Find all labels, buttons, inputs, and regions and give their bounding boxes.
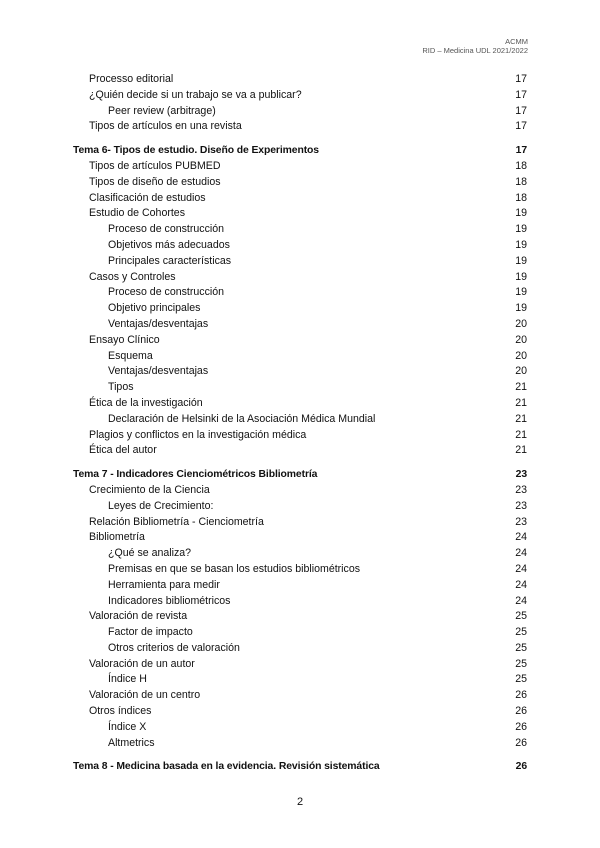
toc-entry[interactable] (73, 672, 527, 688)
toc-entry[interactable] (73, 443, 527, 459)
toc-entry[interactable] (73, 364, 527, 380)
toc-page: 19 (515, 286, 527, 299)
page-number: 2 (296, 796, 304, 808)
toc-entry[interactable] (73, 175, 527, 191)
toc-entry[interactable] (73, 333, 527, 349)
toc-page: 20 (515, 365, 527, 378)
toc-page: 23 (515, 483, 527, 496)
toc-title: Valoración de un centro (89, 689, 201, 702)
toc-title: ¿Quién decide si un trabajo se va a publicar? (89, 88, 302, 101)
toc-chapter-title: Tema 8 - Medicina basada en la evidencia. Revisión sistemática (73, 761, 380, 773)
toc-page: 21 (515, 412, 527, 425)
toc-title: Processo editorial (89, 73, 174, 85)
toc-entry[interactable] (73, 206, 527, 222)
toc-title: Ensayo Clínico (89, 333, 160, 346)
toc-title: Objetivo principales (108, 302, 201, 315)
toc-entry[interactable] (73, 657, 527, 673)
toc-page: 24 (515, 562, 527, 575)
toc-chapter-title: Tema 7 - Indicadores Cienciométricos Bibliometría (73, 469, 318, 481)
toc-entry[interactable] (73, 380, 527, 396)
toc-page: 17 (515, 145, 527, 157)
toc-page: 18 (515, 175, 527, 188)
toc-chapter[interactable] (73, 143, 527, 159)
toc-page: 17 (515, 104, 527, 117)
table-of-contents (73, 72, 527, 775)
toc-entry[interactable] (73, 594, 527, 610)
toc-entry[interactable] (73, 222, 527, 238)
toc-title: Premisas en que se basan los estudios bibliométricos (108, 562, 361, 575)
toc-page: 17 (515, 73, 527, 85)
toc-title: Ventajas/desventajas (108, 317, 209, 330)
toc-chapter[interactable] (73, 467, 527, 483)
toc-title: Plagios y conflictos en la investigación médica (89, 428, 307, 441)
toc-entry[interactable] (73, 530, 527, 546)
toc-entry[interactable] (73, 720, 527, 736)
toc-page: 19 (515, 223, 527, 236)
toc-page: 19 (515, 238, 527, 251)
toc-title: Valoración de revista (89, 610, 188, 623)
toc-page: 18 (515, 159, 527, 172)
toc-page: 25 (515, 626, 527, 639)
header-line-1: ACMM (505, 37, 528, 46)
toc-page: 20 (515, 333, 527, 346)
toc-entry[interactable] (73, 88, 527, 104)
toc-title: Objetivos más adecuados (108, 238, 230, 251)
toc-page: 25 (515, 641, 527, 654)
toc-title: ¿Qué se analiza? (108, 547, 192, 560)
toc-entry[interactable] (73, 238, 527, 254)
toc-entry[interactable] (73, 736, 527, 752)
toc-page: 19 (515, 270, 527, 283)
toc-title: Ventajas/desventajas (108, 365, 209, 378)
toc-title: Estudio de Cohortes (89, 207, 185, 220)
toc-page: 19 (515, 302, 527, 315)
toc-entry[interactable] (73, 625, 527, 641)
toc-page: 25 (515, 673, 527, 686)
toc-entry[interactable] (73, 515, 527, 531)
toc-entry[interactable] (73, 254, 527, 270)
header-line-2: RID – Medicina UDL 2021/2022 (422, 46, 528, 55)
toc-entry[interactable] (73, 578, 527, 594)
toc-title: Índice X (108, 720, 147, 733)
toc-page: 18 (515, 191, 527, 204)
toc-title: Principales características (108, 254, 232, 267)
toc-entry[interactable] (73, 191, 527, 207)
toc-title: Bibliometría (89, 531, 145, 544)
toc-title: Otros criterios de valoración (108, 641, 240, 654)
toc-entry[interactable] (73, 704, 527, 720)
toc-page: 21 (515, 428, 527, 441)
toc-entry[interactable] (73, 609, 527, 625)
toc-page: 26 (515, 761, 527, 773)
toc-title: Ética de la investigación (89, 396, 203, 409)
toc-title: Factor de impacto (108, 626, 193, 639)
toc-page: 26 (515, 705, 527, 718)
toc-title: Leyes de Crecimiento: (108, 499, 214, 512)
toc-title: Herramienta para medir (108, 578, 220, 591)
toc-title: Índice H (108, 673, 147, 686)
toc-title: Indicadores bibliométricos (108, 594, 231, 607)
toc-title: Relación Bibliometría - Cienciometría (89, 515, 264, 528)
toc-page: 21 (515, 444, 527, 457)
toc-title: Proceso de construcción (108, 223, 225, 236)
toc-entry[interactable] (73, 104, 527, 120)
toc-page: 20 (515, 349, 527, 362)
toc-page: 24 (515, 531, 527, 544)
toc-title: Tipos de diseño de estudios (89, 175, 221, 188)
toc-page: 24 (515, 594, 527, 607)
toc-page: 23 (515, 469, 527, 481)
toc-chapter[interactable] (73, 759, 527, 775)
toc-page: 23 (515, 499, 527, 512)
toc-title: Declaración de Helsinki de la Asociación Médica Mundial (108, 412, 376, 425)
toc-title: Valoración de un autor (89, 657, 195, 670)
toc-chapter-title: Tema 6- Tipos de estudio. Diseño de Experimentos (73, 145, 319, 157)
toc-entry[interactable] (73, 562, 527, 578)
toc-entry[interactable] (73, 301, 527, 317)
toc-page: 19 (515, 254, 527, 267)
toc-page: 17 (515, 120, 527, 133)
toc-title: Peer review (arbitrage) (108, 104, 216, 117)
toc-page: 25 (515, 657, 527, 670)
toc-page: 21 (515, 381, 527, 394)
toc-page: 26 (515, 689, 527, 702)
toc-entry[interactable] (73, 641, 527, 657)
toc-title: Tipos de artículos en una revista (89, 120, 242, 133)
toc-page: 26 (515, 736, 527, 749)
toc-entry[interactable] (73, 688, 527, 704)
toc-title: Proceso de construcción (108, 286, 225, 299)
toc-title: Tipos (108, 381, 134, 394)
toc-title: Clasificación de estudios (89, 191, 206, 204)
toc-page: 26 (515, 720, 527, 733)
toc-entry[interactable] (73, 270, 527, 286)
toc-page: 24 (515, 547, 527, 560)
toc-page: 19 (515, 207, 527, 220)
toc-entry[interactable] (73, 428, 527, 444)
toc-title: Otros índices (89, 705, 152, 718)
toc-entry[interactable] (73, 396, 527, 412)
toc-entry[interactable] (73, 119, 527, 135)
toc-title: Crecimiento de la Ciencia (89, 483, 210, 496)
toc-entry[interactable] (73, 317, 527, 333)
toc-page: 23 (515, 515, 527, 528)
toc-title: Casos y Controles (89, 270, 176, 283)
toc-page: 25 (515, 610, 527, 623)
toc-page: 20 (515, 317, 527, 330)
toc-title: Altmetrics (108, 736, 155, 749)
toc-entry[interactable] (73, 72, 527, 88)
toc-title: Tipos de artículos PUBMED (89, 159, 221, 172)
toc-entry[interactable] (73, 499, 527, 515)
toc-entry[interactable] (73, 349, 527, 365)
toc-page: 24 (515, 578, 527, 591)
toc-entry[interactable] (73, 285, 527, 301)
toc-entry[interactable] (73, 159, 527, 175)
toc-title: Ética del autor (89, 444, 157, 457)
toc-page: 21 (515, 396, 527, 409)
toc-title: Esquema (108, 349, 153, 362)
toc-entry[interactable] (73, 546, 527, 562)
toc-entry[interactable] (73, 483, 527, 499)
toc-entry[interactable] (73, 412, 527, 428)
toc-page: 17 (515, 88, 527, 101)
